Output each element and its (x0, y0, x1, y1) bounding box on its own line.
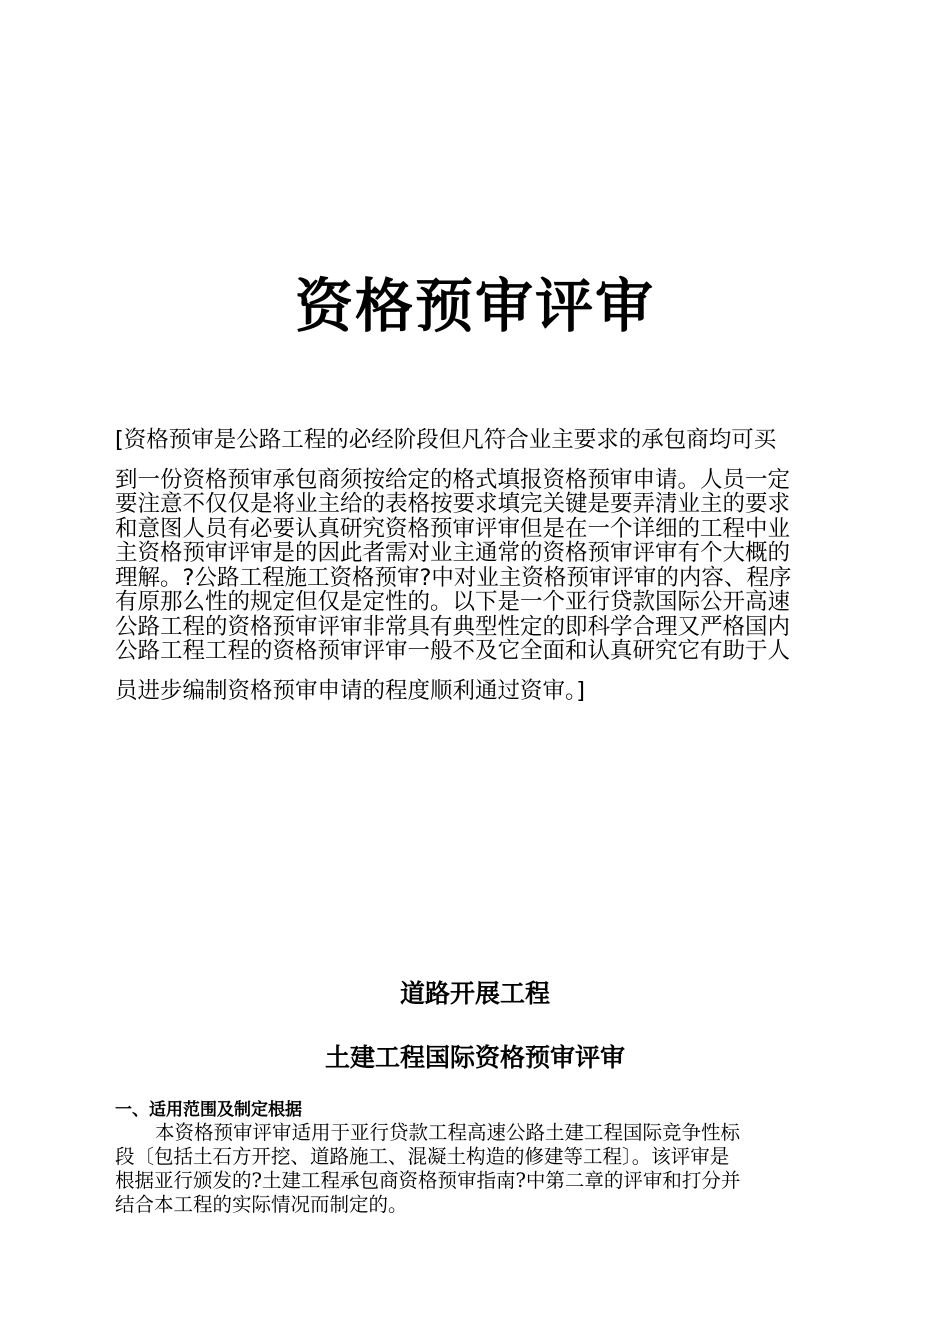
abstract-line: 要注意不仅仅是将业主给的表格按要求填完关键是要弄清业主的要求 (115, 491, 791, 517)
abstract-line: 到一份资格预审承包商须按给定的格式填报资格预审申请。人员一定 (115, 466, 791, 493)
abstract-line: [资格预审是公路工程的必经阶段但凡符合业主要求的承包商均可买 (115, 427, 777, 453)
abstract-line: 主资格预审评审是的因此者需对业主通常的资格预审评审有个大概的 (115, 540, 791, 566)
abstract-paragraph (115, 428, 837, 703)
abstract-line: 和意图人员有必要认真研究资格预审评审但是在一个详细的工程中业 (115, 515, 791, 542)
subtitle-project: 道路开展工程 (399, 979, 550, 1008)
body-line: 结合本工程的实际情况而制定的。 (115, 1193, 408, 1216)
abstract-line: 有原那么性的规定但仅是定性的。以下是一个亚行贷款国际公开高速 (115, 589, 791, 615)
section-body (115, 1121, 837, 1217)
page-title: 资格预审评审 (294, 272, 655, 340)
section-heading: 一、适用范围及制定根据 (115, 1100, 302, 1120)
abstract-line: 公路工程的资格预审评审非常具有典型性定的即科学合理又严格国内 (115, 613, 791, 640)
body-line: 段〔包括土石方开挖、道路施工、混凝土构造的修建等工程〕。该评审是 (115, 1145, 730, 1168)
body-line: 本资格预审评审适用于亚行贷款工程高速公路土建工程国际竞争性标 (155, 1121, 741, 1144)
abstract-line: 公路工程工程的资格预审评审一般不及它全面和认真研究它有助于人 (115, 638, 791, 664)
abstract-line: 理解。?公路工程施工资格预审?中对业主资格预审评审的内容、程序 (115, 564, 792, 591)
abstract-line: 员进步编制资格预审申请的程度顺利通过资审。] (115, 677, 586, 704)
subtitle-review: 土建工程国际资格预审评审 (324, 1043, 625, 1072)
body-line: 根据亚行颁发的?土建工程承包商资格预审指南?中第二章的评审和打分并 (115, 1169, 741, 1192)
